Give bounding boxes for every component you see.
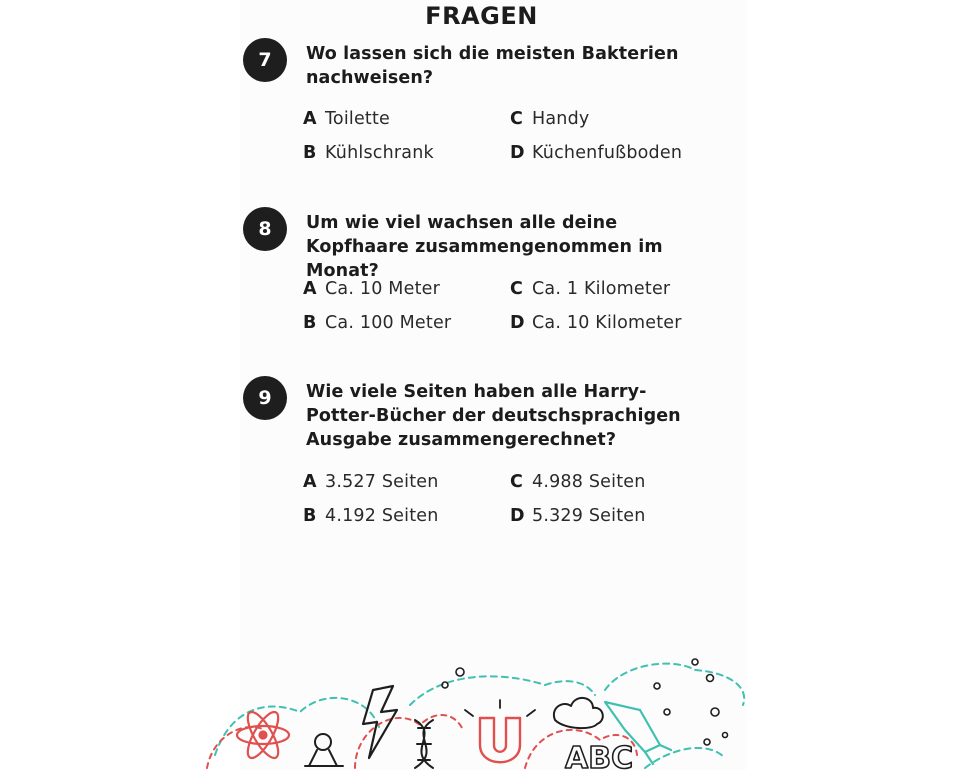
cloud-icon bbox=[554, 698, 603, 728]
answer-text: Ca. 10 Meter bbox=[325, 279, 440, 299]
answer-text: Handy bbox=[532, 109, 590, 129]
dashed-outline bbox=[215, 698, 380, 755]
answer-letter: D bbox=[510, 313, 525, 333]
question-text: Wie viele Seiten haben alle Harry-Potter-Bücher der deutschsprachigen Ausgabe zusammengerechnet? bbox=[306, 382, 681, 450]
answer-option-d[interactable] bbox=[510, 504, 717, 528]
answer-text: 5.329 Seiten bbox=[532, 506, 646, 526]
answer-option-c[interactable] bbox=[510, 470, 717, 494]
answer-option-b[interactable] bbox=[303, 504, 510, 528]
dashed-outline bbox=[645, 748, 725, 768]
answer-option-b[interactable] bbox=[303, 141, 510, 165]
answer-letter: C bbox=[510, 109, 523, 129]
page-title: FRAGEN bbox=[425, 2, 538, 30]
answer-option-d[interactable] bbox=[510, 141, 717, 165]
dashed-outline bbox=[207, 727, 265, 768]
dashed-outline bbox=[410, 676, 595, 705]
microscope-icon bbox=[305, 734, 343, 766]
question-text: Wo lassen sich die meisten Bakterien nachweisen? bbox=[306, 44, 679, 88]
answer-option-c[interactable] bbox=[510, 277, 717, 301]
answer-letter: C bbox=[510, 472, 523, 492]
answer-text: 4.988 Seiten bbox=[532, 472, 646, 492]
answer-text: Kühlschrank bbox=[325, 143, 434, 163]
answer-option-d[interactable] bbox=[510, 311, 717, 335]
answer-text: 3.527 Seiten bbox=[325, 472, 439, 492]
question-number-badge: 8 bbox=[243, 207, 287, 251]
atom-icon bbox=[237, 708, 289, 762]
answer-text: Ca. 1 Kilometer bbox=[532, 279, 671, 299]
bubbles-icon bbox=[442, 659, 728, 745]
answer-option-a[interactable] bbox=[303, 107, 510, 131]
answer-text: Ca. 100 Meter bbox=[325, 313, 452, 333]
answer-option-a[interactable] bbox=[303, 277, 510, 301]
answer-text: 4.192 Seiten bbox=[325, 506, 439, 526]
answer-letter: A bbox=[303, 472, 317, 492]
answer-option-c[interactable] bbox=[510, 107, 717, 131]
question-number-badge: 9 bbox=[243, 376, 287, 420]
science-doodles-illustration bbox=[205, 650, 765, 770]
answer-grid bbox=[303, 107, 723, 165]
answer-text: Toilette bbox=[325, 109, 391, 129]
answer-letter: D bbox=[510, 143, 525, 163]
lightning-icon bbox=[363, 686, 397, 758]
answer-letter: D bbox=[510, 506, 525, 526]
dna-icon bbox=[415, 720, 433, 768]
answer-letter: B bbox=[303, 313, 317, 333]
answer-letter: B bbox=[303, 506, 317, 526]
question-text: Um wie viel wachsen alle deine Kopfhaare zusammengenommen im Monat? bbox=[306, 213, 663, 281]
abc-lettering: ABC bbox=[565, 741, 634, 770]
question-number-badge: 7 bbox=[243, 38, 287, 82]
answer-grid bbox=[303, 470, 723, 528]
answer-letter: B bbox=[303, 143, 317, 163]
answer-letter: C bbox=[510, 279, 523, 299]
answer-letter: A bbox=[303, 279, 317, 299]
answer-option-a[interactable] bbox=[303, 470, 510, 494]
answer-text: Ca. 10 Kilometer bbox=[532, 313, 682, 333]
answer-grid bbox=[303, 277, 723, 335]
answer-letter: A bbox=[303, 109, 317, 129]
answer-option-b[interactable] bbox=[303, 311, 510, 335]
dashed-outline bbox=[605, 664, 744, 705]
answer-text: Küchenfußboden bbox=[532, 143, 683, 163]
magnet-icon bbox=[465, 700, 535, 762]
